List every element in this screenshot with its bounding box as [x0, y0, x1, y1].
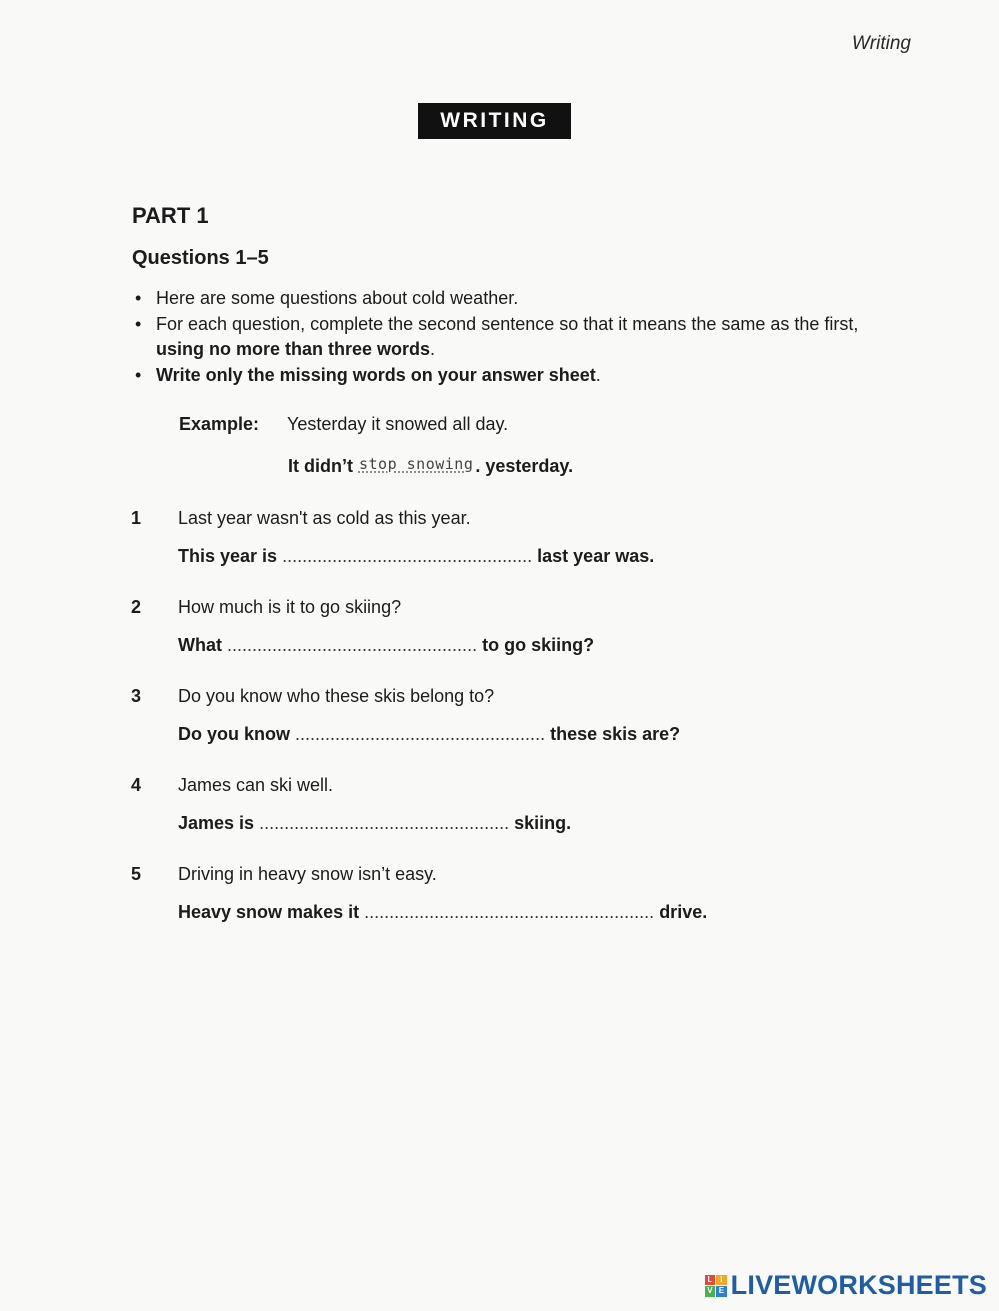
bullet-icon: •	[135, 288, 142, 308]
answer-end: skiing.	[514, 813, 572, 833]
answer-end: last year was.	[537, 546, 655, 566]
answer-end: these skis are?	[550, 724, 681, 744]
instruction-text: For each question, complete the second sentence so that it means the same as the first,	[156, 313, 859, 334]
question-number: 4	[131, 775, 142, 795]
section-title: WRITING	[440, 109, 549, 132]
question-stem: James can ski well.	[178, 775, 334, 795]
logo-letter: L	[705, 1275, 716, 1286]
example-answer-start: It didn’t	[288, 456, 353, 476]
question-answer-line	[178, 813, 571, 834]
question-answer-line	[178, 724, 680, 745]
logo-letter: I	[716, 1275, 727, 1286]
example-answer	[288, 456, 573, 477]
answer-start: James is	[178, 813, 255, 833]
questions-title: Questions 1–5	[132, 247, 269, 269]
bullet-icon: •	[135, 313, 142, 334]
answer-blank[interactable]: ..................................................	[282, 546, 533, 566]
instruction-emphasis: using no more than three words	[156, 339, 431, 359]
instruction-item	[132, 312, 942, 363]
answer-blank[interactable]: ..................................................	[259, 813, 510, 833]
instruction-text: Here are some questions about cold weather.	[156, 288, 519, 308]
answer-blank[interactable]: ..................................................	[295, 724, 546, 744]
instruction-emphasis: Write only the missing words on your answer sheet	[156, 364, 596, 385]
question-stem: How much is it to go skiing?	[178, 597, 402, 617]
question-number: 1	[131, 508, 142, 528]
question-number: 3	[131, 686, 142, 706]
instructions-list	[132, 286, 942, 388]
instruction-punctuation: .	[595, 364, 601, 385]
liveworksheets-logo-icon	[705, 1275, 727, 1297]
answer-end: to go skiing?	[482, 635, 595, 655]
answer-blank[interactable]: ..........................................................	[364, 902, 655, 922]
running-head: Writing	[851, 33, 911, 54]
answer-start: What	[178, 635, 222, 655]
bullet-icon: •	[135, 364, 142, 385]
instruction-punctuation: .	[430, 339, 436, 359]
logo-letter: V	[705, 1286, 716, 1297]
question-answer-line	[178, 546, 654, 567]
question-number: 5	[131, 864, 142, 884]
question-answer-line	[178, 635, 594, 656]
answer-start: This year is	[178, 546, 278, 566]
example-label: Example:	[179, 414, 260, 434]
instruction-item	[132, 286, 942, 312]
question-number: 2	[131, 597, 142, 617]
question-stem: Last year wasn't as cold as this year.	[178, 508, 471, 528]
question-stem: Driving in heavy snow isn’t easy.	[178, 864, 437, 884]
liveworksheets-watermark[interactable]	[705, 1270, 987, 1301]
question-answer-line	[178, 902, 707, 923]
answer-start: Do you know	[178, 724, 290, 744]
example-answer-end: . yesterday.	[475, 456, 574, 476]
answer-blank[interactable]: ..................................................	[227, 635, 478, 655]
answer-end: drive.	[659, 902, 708, 922]
section-title-banner	[418, 103, 571, 139]
example-handwritten-answer: stop snowing	[358, 455, 474, 473]
question-stem: Do you know who these skis belong to?	[178, 686, 495, 706]
example-sentence: Yesterday it snowed all day.	[287, 414, 509, 434]
answer-start: Heavy snow makes it	[178, 902, 360, 922]
example-block	[179, 414, 508, 435]
instruction-item	[132, 363, 942, 389]
logo-letter: E	[716, 1286, 727, 1297]
part-title: PART 1	[132, 203, 209, 228]
liveworksheets-wordmark: LIVEWORKSHEETS	[730, 1270, 987, 1300]
